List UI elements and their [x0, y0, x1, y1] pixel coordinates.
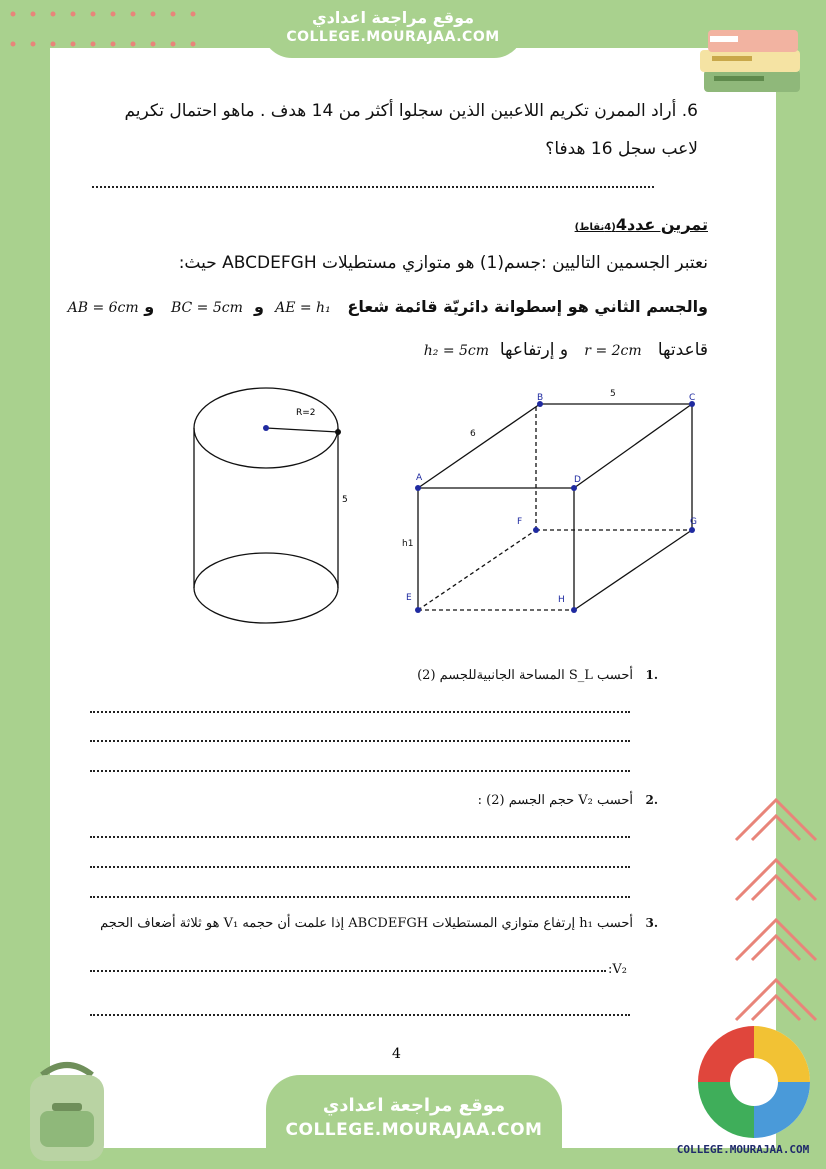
- question-1-number: .1: [645, 668, 658, 682]
- vertex-a-label: A: [416, 473, 423, 483]
- edge-bc-label: 5: [610, 389, 616, 399]
- answer-line: [90, 740, 630, 742]
- question-6-line1: 6. أراد الممرن تكريم اللاعبين الذين سجلوا أكثر من 14 هدف . ماهو احتمال تكريم: [124, 101, 698, 121]
- exercise-line1: نعتبر الجسمين التاليين :جسم(1) هو متوازي مستطيلات ABCDEFGH حيث:: [178, 253, 708, 273]
- vertex-e-label: E: [406, 593, 412, 603]
- books-icon: [690, 10, 810, 100]
- answer-line: [90, 711, 630, 713]
- math-ae: AE = h₁: [275, 300, 331, 316]
- question-6-line2: لاعب سجل 16 هدفا؟: [545, 139, 698, 159]
- site-url[interactable]: COLLEGE.MOURAJAA.COM: [285, 1120, 543, 1140]
- answer-line: [92, 186, 654, 188]
- math-bc: BC = 5cm: [170, 300, 243, 316]
- vertex-g-label: G: [690, 517, 697, 527]
- cylinder-height-label: 5: [342, 495, 348, 505]
- site-banner-bottom: [266, 1075, 562, 1169]
- math-ab: AB = 6cm: [67, 300, 139, 316]
- question-2-text: أحسب V₂ حجم الجسم (2) :: [477, 793, 634, 808]
- math-r: r = 2cm: [584, 343, 642, 359]
- question-3-text: أحسب h₁ إرتفاع متوازي المستطيلات ABCDEFGH إذا علمت أن حجمه V₁ هو ثلاثة أضعاف الحجم: [100, 916, 634, 931]
- cylinder-radius-label: R=2: [296, 408, 316, 418]
- vertex-h-label: H: [558, 595, 565, 605]
- answer-line: [90, 896, 630, 898]
- question-3-continuation: :V₂: [608, 962, 627, 977]
- question-3: [100, 916, 658, 931]
- question-1: [417, 668, 658, 683]
- question-6: [98, 92, 698, 168]
- page-number: 4: [392, 1046, 401, 1062]
- exercise-line3: [424, 340, 708, 360]
- and-word: و: [254, 297, 264, 316]
- vertex-c-label: C: [689, 393, 696, 403]
- vertex-b-label: B: [537, 393, 544, 403]
- question-1-text: أحسب S_L المساحة الجانبيةللجسم (2): [417, 668, 634, 683]
- box-figure: [396, 384, 716, 624]
- backpack-icon: [12, 1055, 122, 1165]
- answer-line: [90, 1014, 630, 1016]
- cylinder-figure: [186, 380, 356, 630]
- site-logo-icon: [694, 1022, 814, 1142]
- exercise-line3-and: و إرتفاعها: [499, 340, 569, 360]
- question-3-number: .3: [645, 916, 658, 930]
- chevron-decoration-icon: [730, 790, 822, 1040]
- and-word-2: و: [144, 297, 155, 316]
- answer-line: [90, 836, 630, 838]
- answer-line: [90, 970, 606, 972]
- vertex-f-label: F: [517, 517, 523, 527]
- exercise-points: (4نقاط): [574, 222, 616, 233]
- site-name: موقع مراجعة اعدادي: [322, 1095, 506, 1116]
- answer-line: [90, 770, 630, 772]
- exercise-line3-text: قاعدتها: [657, 340, 708, 360]
- question-2: [478, 793, 658, 808]
- site-banner-top: [262, 0, 524, 58]
- question-2-number: .2: [645, 793, 658, 807]
- exercise-line2-text: والجسم الثاني هو إسطوانة دائريّة قائمة شعاع: [347, 297, 708, 316]
- exercise-line2: [68, 297, 708, 316]
- exercise-title-text: تمرين عدد4: [615, 215, 708, 234]
- edge-ab-label: 6: [470, 429, 476, 439]
- site-name: موقع مراجعة اعدادي: [311, 8, 475, 27]
- vertex-d-label: D: [574, 475, 581, 485]
- edge-h1-label: h1: [402, 539, 414, 549]
- answer-line: [90, 866, 630, 868]
- site-url[interactable]: COLLEGE.MOURAJAA.COM: [286, 29, 500, 45]
- math-h2: h₂ = 5cm: [423, 343, 490, 359]
- exercise-title: [575, 215, 708, 234]
- logo-text: COLLEGE.MOURAJAA.COM: [676, 1143, 810, 1156]
- decorative-dots: [8, 6, 208, 56]
